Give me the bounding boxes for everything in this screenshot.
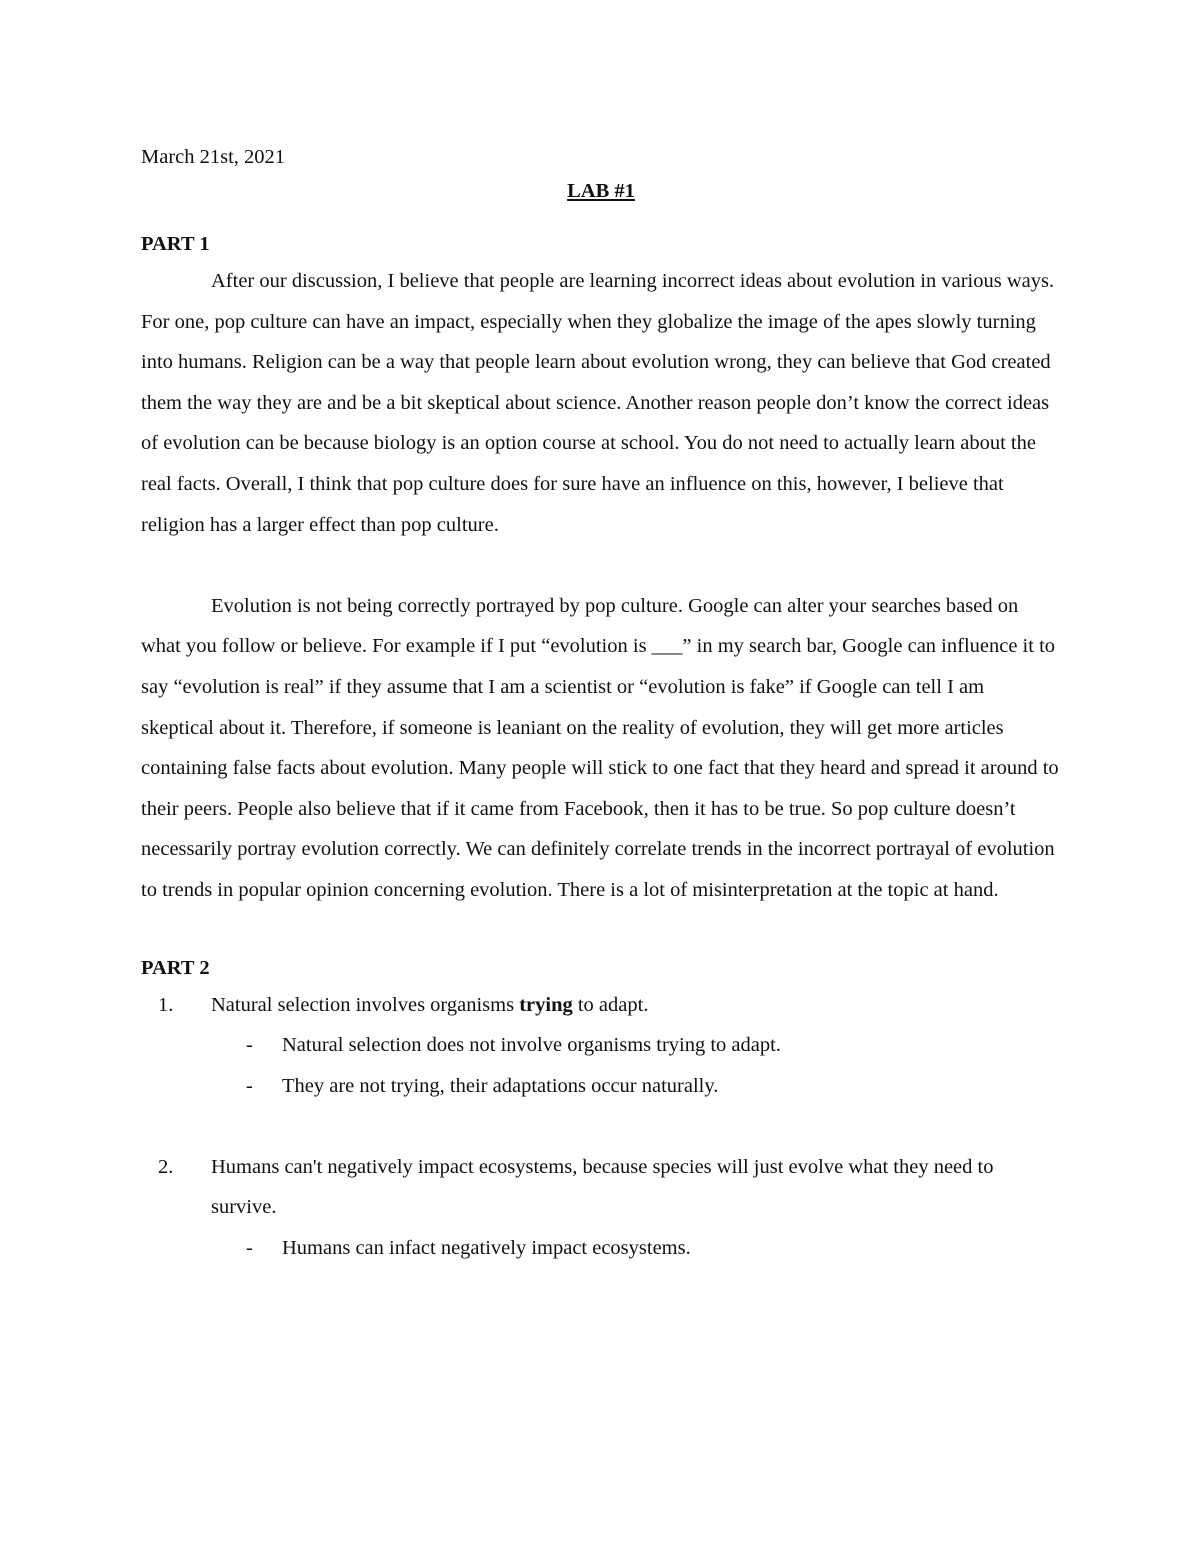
statement-text: to adapt. <box>572 993 649 1016</box>
response-item <box>211 1066 1061 1107</box>
response-text: Humans can infact negatively impact ecosystems. <box>282 1237 691 1260</box>
list-item-number: 1. <box>158 993 174 1016</box>
misconception-statement <box>211 985 1061 1026</box>
part1-paragraph: Evolution is not being correctly portrayed by pop culture. Google can alter your searches based on what you follow or believe. For example if I put “evolution is ___” in my search bar, Google can influence it to say “evolution is real” if they assume that I am a scientist or “evolution is fake” if Google can tell I am skeptical about it. Therefore, if someone is leaniant on the reality of evolution, they will get more articles containing false facts about evolution. Many people will stick to one fact that they heard and spread it around to their peers. People also believe that if it came from Facebook, then it has to be true. So pop culture doesn’t necessarily portray evolution correctly. We can definitely correlate trends in the incorrect portrayal of evolution to trends in popular opinion concerning evolution. There is a lot of misinterpretation at the topic at hand. <box>141 594 1059 901</box>
statement-emphasis: trying <box>519 993 573 1016</box>
response-text: They are not trying, their adaptations occur naturally. <box>282 1074 719 1097</box>
response-item <box>211 1228 1061 1269</box>
response-text: Natural selection does not involve organisms trying to adapt. <box>282 1034 781 1057</box>
response-item <box>211 1025 1061 1066</box>
dash-bullet: - <box>246 1237 253 1260</box>
dash-bullet: - <box>246 1034 253 1057</box>
dash-bullet: - <box>246 1074 253 1097</box>
document-page <box>141 140 1061 1269</box>
list-item <box>141 985 1061 1107</box>
misconception-statement <box>211 1147 1061 1228</box>
statement-text: Natural selection involves organisms <box>211 993 520 1016</box>
document-title: LAB #1 <box>567 180 635 202</box>
list-item-number: 2. <box>158 1155 174 1178</box>
part1-heading: PART 1 <box>141 233 210 255</box>
misconception-list <box>141 985 1061 1269</box>
response-list <box>211 1228 1061 1269</box>
document-date: March 21st, 2021 <box>141 146 286 168</box>
part2-heading: PART 2 <box>141 956 210 979</box>
list-item <box>141 1147 1061 1269</box>
response-list <box>211 1025 1061 1106</box>
part1-paragraph: After our discussion, I believe that people are learning incorrect ideas about evolution in various ways. For one, pop culture can have an impact, especially when they globalize the image of the apes slowly turning into humans. Religion can be a way that people learn about evolution wrong, they can believe that God created them the way they are and be a bit skeptical about science. Another reason people don’t know the correct ideas of evolution can be because biology is an option course at school. You do not need to actually learn about the real facts. Overall, I think that pop culture does for sure have an influence on this, however, I believe that religion has a larger effect than pop culture. <box>141 270 1055 536</box>
statement-text: Humans can't negatively impact ecosystems, because species will just evolve what they need to survive. <box>211 1155 994 1219</box>
